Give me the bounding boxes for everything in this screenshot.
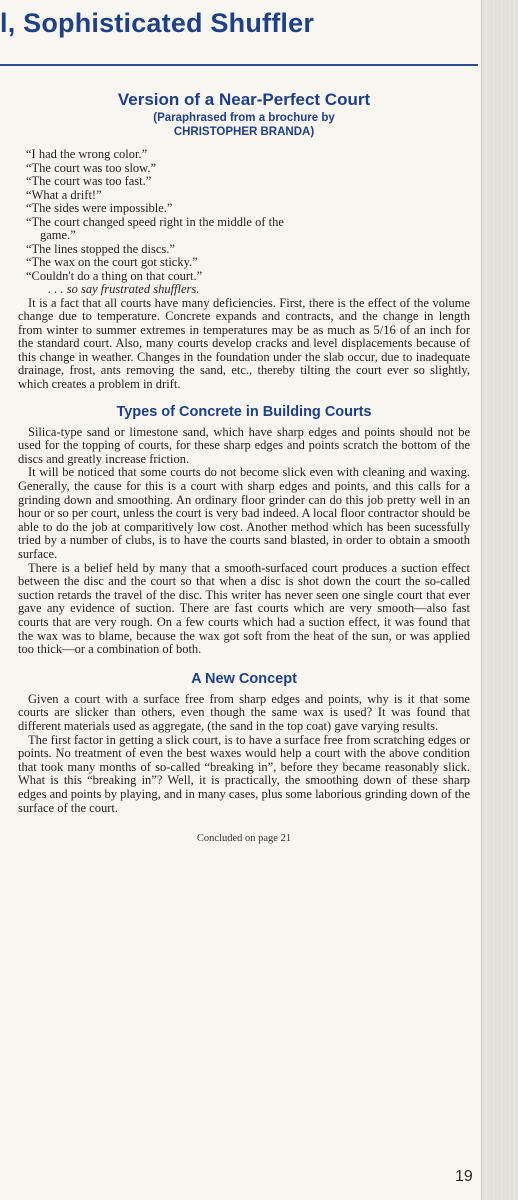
continued-notice: Concluded on page 21 <box>196 833 292 845</box>
section-heading-concrete: Types of Concrete in Building Courts <box>116 403 372 420</box>
quote-signoff: . . . so say frustrated shufflers. <box>48 282 200 296</box>
quote-line-continuation: game.” <box>40 228 76 242</box>
body-paragraph: It will be noticed that some courts do not become slick even with cleaning and waxing. Generally, the cause for this is a court with sharp edges and points, and this calls for a grinding down and smoothing. An ordinary floor grinder can do this job pretty well in an hour or so per court, unless the court is very bad indeed. A local floor contractor should be able to do the job at comparitively low cost. Another method which has been sucessfully tried by a number of clubs, is to have the courts sand blasted, in order to obtain a smooth surface. <box>18 465 470 561</box>
quote-list <box>26 148 470 283</box>
quote-line: “The sides were impossible.” <box>26 201 173 215</box>
article-title: Version of a Near-Perfect Court <box>117 90 371 109</box>
body-paragraph: There is a belief held by many that a smooth-surfaced court produces a suction effect between the disc and the court so that when a disc is shot down the court the so-called suction retards the travel of the disc. This writer has never seen one single court that ever gave any evidence of suction. There are fast courts which are very smooth—also fast courts that are very rough. On a few courts which had a suction effect, it was found that the wax was to blame, because the wax got soft from the heat of the sun, or was applied too thick—or a combination of both. <box>18 560 470 657</box>
quote-line: “Couldn't do a thing on that court.” <box>26 268 203 283</box>
article-subtitle-line2: CHRISTOPHER BRANDA) <box>173 126 315 138</box>
page-edge-shadow <box>481 0 518 1200</box>
page-number: 19 <box>455 1168 473 1185</box>
body-paragraph: The first factor in getting a slick court, is to have a surface free from scratching edges or points. No treatment of even the best waxes would help a court with the above condition that took many months of so-called “breaking in”, before they became reasonably slick. What is this “breaking in”? Well, it is practically, the smoothing down of these sharp edges and points by playing, and in many cases, plus some laborious grinding down of the surface of the court. <box>18 732 470 815</box>
quote-line: “I had the wrong color.” <box>26 147 148 161</box>
quote-line: “The court changed speed right in the middle of the <box>26 214 284 229</box>
section-heading-new-concept: A New Concept <box>191 670 297 687</box>
page-headline: l, Sophisticated Shuffler <box>0 8 315 38</box>
quote-line: “What a drift!” <box>26 187 102 202</box>
header-rule <box>0 64 478 66</box>
quote-line: “The wax on the court got sticky.” <box>26 255 198 269</box>
article-column <box>18 84 470 844</box>
quote-line: “The lines stopped the discs.” <box>26 241 175 256</box>
quote-line: “The court was too fast.” <box>26 174 152 188</box>
quote-line: “The court was too slow.” <box>26 160 157 175</box>
intro-paragraph: It is a fact that all courts have many deficiencies. First, there is the effect of the volume change due to temperature. Concrete expands and contracts, and the change in length from winter to summer extremes in temperatures may be as much as 5/16 of an inch for the standard court. Also, many courts develop cracks and level displacements because of this change in weather. Changes in the foundation under the slab occur, due to inadequate drainage, frost, ants removing the sand, etc., thereby tilting the court ever so slightly, which creates a problem in drift. <box>18 295 470 392</box>
body-paragraph: Silica-type sand or limestone sand, which have sharp edges and points should not be used for the topping of courts, for these sharp edges and points scratch the bottom of the discs and greatly increase friction. <box>18 424 470 466</box>
body-paragraph: Given a court with a surface free from sharp edges and points, why is it that some courts are slicker than others, even though the same wax is used? It was found that different materials used as aggregate, (the sand in the top coat) gave varying results. <box>18 691 470 733</box>
article-subtitle-line1: (Paraphrased from a brochure by <box>153 112 335 124</box>
